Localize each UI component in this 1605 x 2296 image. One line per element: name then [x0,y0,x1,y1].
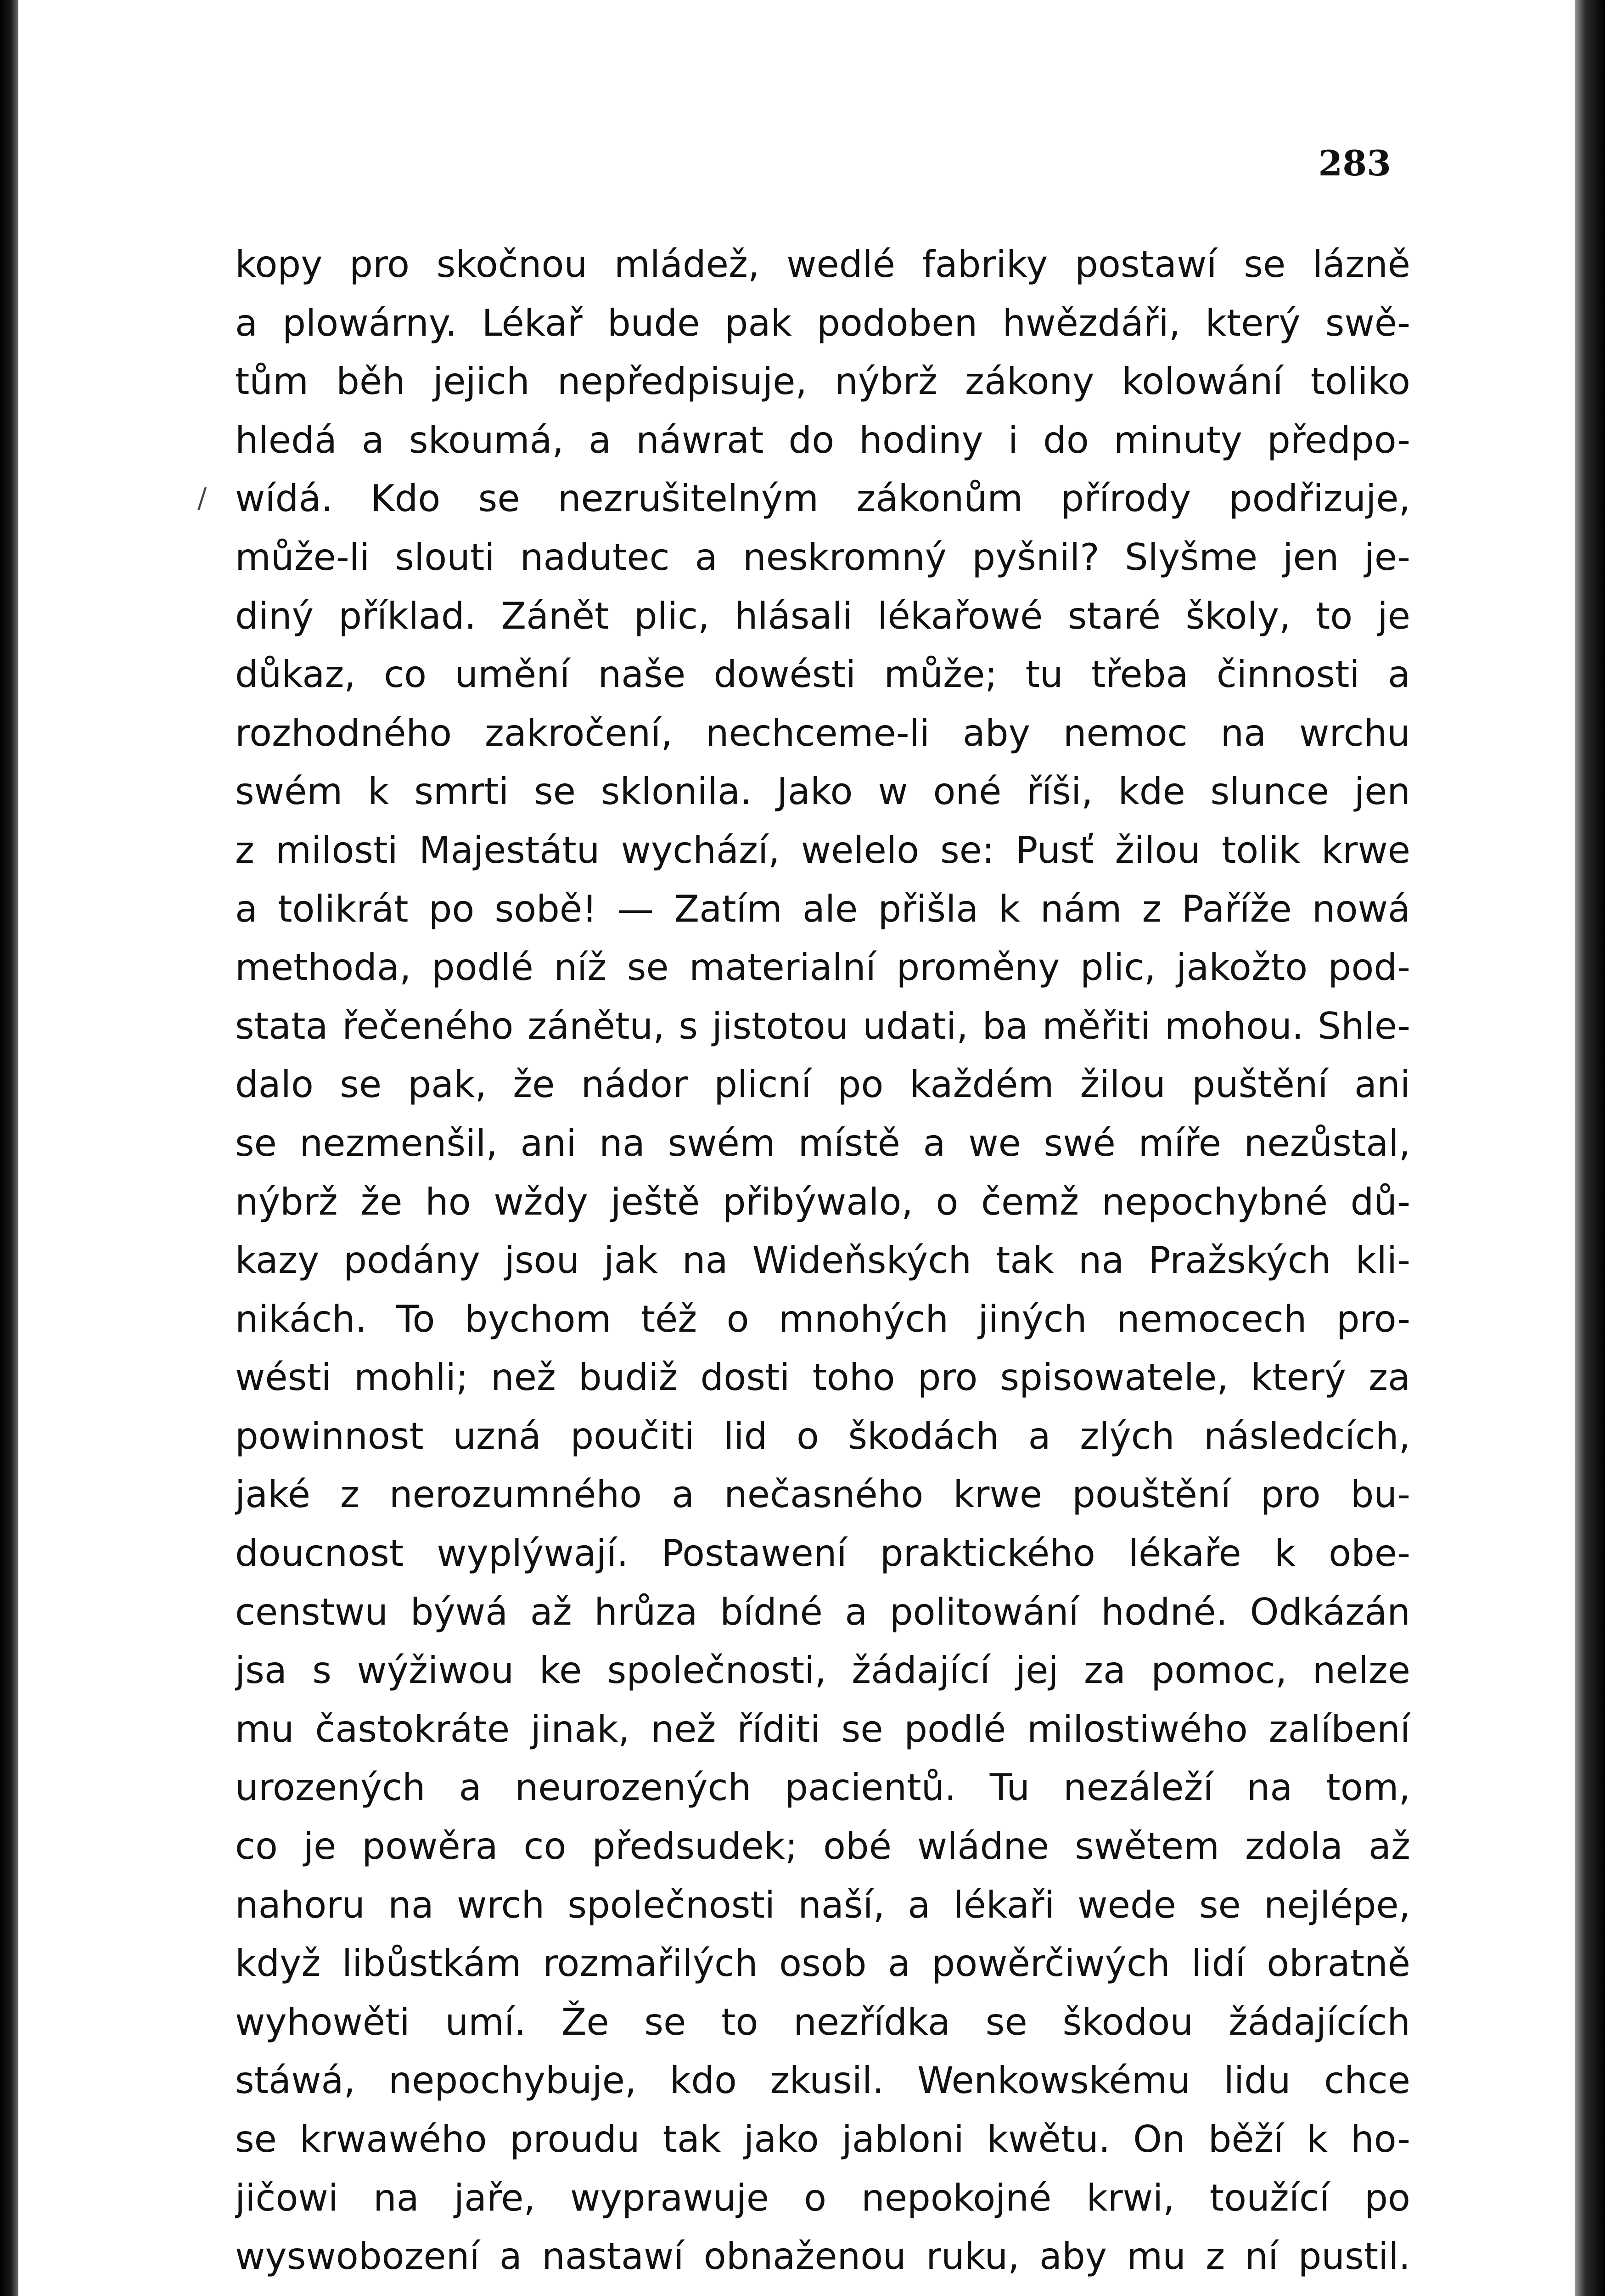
text-line: doucnost wyplýwají. Postawení praktického lékaře k obe- [235,1532,1410,1575]
text-line: stáwá, nepochybuje, kdo zkusil. Wenkowskému lidu chce [235,2059,1410,2102]
text-line: rozhodného zakročení, nechceme-li aby nemoc na wrchu [235,711,1410,754]
text-line: diný příklad. Zánět plic, hlásali lékařowé staré školy, to je [235,594,1410,637]
text-line: jsa s wýžiwou ke společnosti, žádající jej za pomoc, nelze [235,1649,1410,1692]
text-line: powinnost uzná poučiti lid o škodách a zlých následcích, [235,1414,1410,1458]
text-line: kopy pro skočnou mládež, wedlé fabriky postawí se lázně [235,243,1410,286]
text-line: dalo se pak, že nádor plicní po každém žilou puštění ani [235,1063,1410,1106]
text-line: wésti mohli; než budiž dosti toho pro spisowatele, který za [235,1356,1410,1399]
text-line: urozených a neurozených pacientů. Tu nezáleží na tom, [235,1766,1410,1809]
text-line: tům běh jejich nepředpisuje, nýbrž zákony kolowání toliko [235,360,1410,403]
text-line: wyhowěti umí. Že se to nezřídka se škodou žádajících [235,2000,1410,2043]
text-line: jičowi na jaře, wyprawuje o nepokojné krwi, toužící po [235,2176,1410,2219]
text-line: mu častokráte jinak, než říditi se podlé milostiwého zalíbení [235,1707,1410,1750]
text-line: hledá a skoumá, a náwrat do hodiny i do minuty předpo- [235,418,1410,461]
text-line: se nezmenšil, ani na swém místě a we swé míře nezůstal, [235,1121,1410,1165]
text-line: swém k smrti se sklonila. Jako w oné říši, kde slunce jen [235,770,1410,813]
page-number: 283 [1318,143,1391,184]
text-line: methoda, podlé níž se materialní proměny plic, jakožto pod- [235,946,1410,989]
text-line: jaké z nerozumného a nečasného krwe pouštění pro bu- [235,1473,1410,1516]
text-line: nýbrž že ho wždy ještě přibýwalo, o čemž nepochybné dů- [235,1180,1410,1223]
text-line: se krwawého proudu tak jako jabloni kwětu. On běží k ho- [235,2118,1410,2161]
text-line: stata řečeného zánětu, s jistotou udati, ba měřiti mohou. Shle- [235,1004,1410,1047]
text-line: z milosti Majestátu wychází, welelo se: Pusť žilou tolik krwe [235,828,1410,872]
text-line: a plowárny. Lékař bude pak podoben hwězdáři, který swě- [235,301,1410,344]
text-line: wídá. Kdo se nezrušitelným zákonům přírody podřizuje, [235,477,1410,520]
body-text [235,235,1410,2286]
text-line: když libůstkám rozmařilých osob a powěrčiwých lidí obratně [235,1942,1410,1985]
text-line: nahoru na wrch společnosti naší, a lékaři wede se nejlépe, [235,1883,1410,1926]
text-line: wyswobození a nastawí obnaženou ruku, aby mu z ní pustil. [235,2235,1410,2278]
text-line: co je powěra co předsudek; obé wládne swětem zdola až [235,1825,1410,1868]
text-line: a tolikrát po sobě! — Zatím ale přišla k nám z Paříže nowá [235,887,1410,930]
scan-left-border [0,0,18,2296]
scan-right-border [1575,0,1605,2296]
margin-mark: / [197,482,207,514]
text-line: může-li slouti nadutec a neskromný pyšnil? Slyšme jen je- [235,535,1410,579]
text-line: důkaz, co umění naše dowésti může; tu třeba činnosti a [235,653,1410,696]
text-line: nikách. To bychom též o mnohých jiných nemocech pro- [235,1297,1410,1340]
text-line: kazy podány jsou jak na Wideňských tak na Pražských kli- [235,1239,1410,1282]
text-line: censtwu býwá až hrůza bídné a politowání hodné. Odkázán [235,1590,1410,1633]
